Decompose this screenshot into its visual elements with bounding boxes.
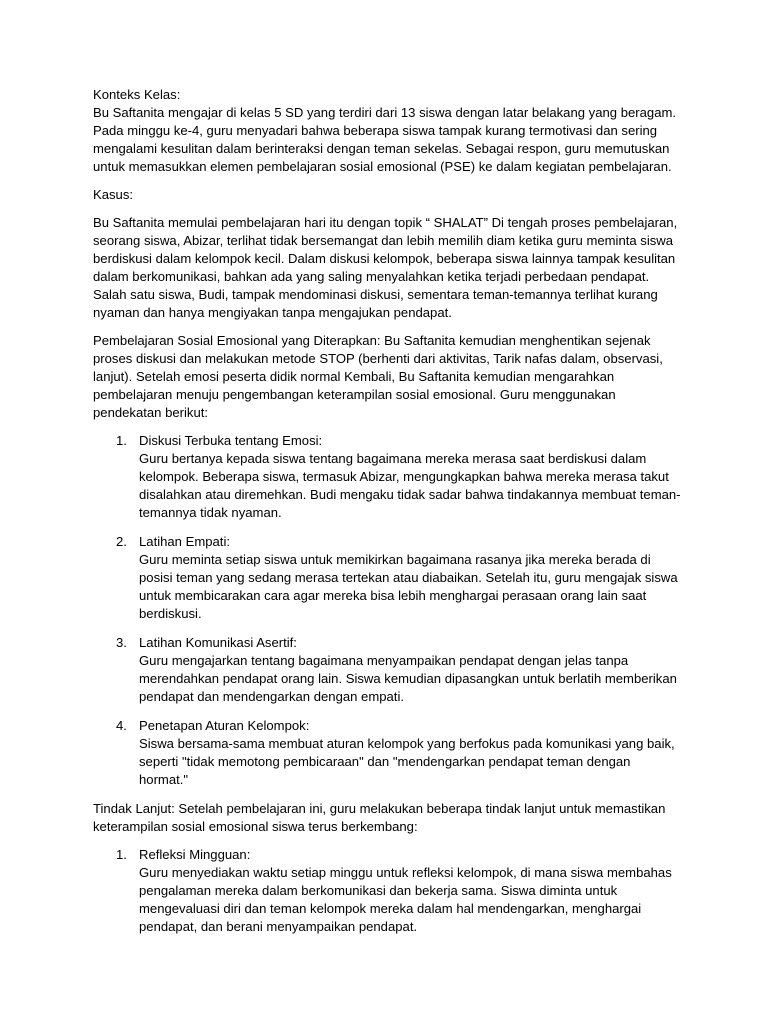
kasus-body: Bu Saftanita memulai pembelajaran hari itu dengan topik “ SHALAT” Di tengah proses pembelajaran, seorang siswa, Abizar, terlihat tidak bersemangat dan lebih memilih diam ketika guru meminta siswa berdiskusi dalam kelompok kecil. Dalam diskusi kelompok, beberapa siswa lainnya tampak kesulitan dalam berkomunikasi, bahkan ada yang saling menyalahkan ketika terjadi perbedaan pendapat. Salah satu siswa, Budi, tampak mendominasi diskusi, sementara teman-temannya terlihat kurang nyaman dan hanya mengiyakan tanpa mengajukan pendapat. bbox=[93, 215, 678, 320]
list-item-number: 3. bbox=[116, 635, 127, 650]
list-item bbox=[93, 846, 683, 936]
list-item-title: Diskusi Terbuka tentang Emosi: bbox=[139, 433, 323, 448]
list-item-title: Latihan Empati: bbox=[139, 534, 230, 549]
list-item bbox=[93, 634, 683, 706]
list-item-title: Latihan Komunikasi Asertif: bbox=[139, 635, 297, 650]
list-item-number: 1. bbox=[116, 433, 127, 448]
list-item bbox=[93, 533, 683, 623]
list-item-body: Siswa bersama-sama membuat aturan kelompok yang berfokus pada komunikasi yang baik, seperti "tidak memotong pembicaraan" dan "mendengarkan pendapat teman dengan hormat." bbox=[139, 736, 675, 787]
pse-list bbox=[93, 432, 683, 789]
list-item-body: Guru menyediakan waktu setiap minggu untuk refleksi kelompok, di mana siswa membahas pengalaman mereka dalam berkomunikasi dan bekerja sama. Siswa diminta untuk mengevaluasi diri dan teman kelompok mereka dalam hal mendengarkan, menghargai pendapat, dan berani menyampaikan pendapat. bbox=[139, 865, 672, 934]
tindak-lanjut-list bbox=[93, 846, 683, 936]
list-item-title: Penetapan Aturan Kelompok: bbox=[139, 718, 310, 733]
list-item-body: Guru meminta setiap siswa untuk memikirkan bagaimana rasanya jika mereka berada di posisi teman yang sedang merasa tertekan atau diabaikan. Setelah itu, guru mengajak siswa untuk membicarakan cara agar mereka bisa lebih menghargai perasaan orang lain saat berdiskusi. bbox=[139, 552, 678, 621]
document-page bbox=[93, 86, 683, 947]
konteks-heading: Konteks Kelas: bbox=[93, 87, 181, 102]
list-item bbox=[93, 717, 683, 789]
pse-intro: Pembelajaran Sosial Emosional yang Diterapkan: Bu Saftanita kemudian menghentikan sejenak proses diskusi dan melakukan metode STOP (berhenti dari aktivitas, Tarik nafas dalam, observasi, lanjut). Setelah emosi peserta didik normal Kembali, Bu Saftanita kemudian mengarahkan pembelajaran menuju pengembangan keterampilan sosial emosional. Guru menggunakan pendekatan berikut: bbox=[93, 333, 663, 420]
list-item-number: 2. bbox=[116, 534, 127, 549]
list-item-body: Guru bertanya kepada siswa tentang bagaimana mereka merasa saat berdiskusi dalam kelompok. Beberapa siswa, termasuk Abizar, mengungkapkan bahwa mereka merasa takut disalahkan atau diremehkan. Budi mengaku tidak sadar bahwa tindakannya membuat teman-temannya tidak nyaman. bbox=[139, 451, 681, 520]
kasus-heading: Kasus: bbox=[93, 187, 134, 202]
list-item-body: Guru mengajarkan tentang bagaimana menyampaikan pendapat dengan jelas tanpa merendahkan pendapat orang lain. Siswa kemudian dipasangkan untuk berlatih memberikan pendapat dan mendengarkan dengan empati. bbox=[139, 653, 677, 704]
list-item-number: 1. bbox=[116, 847, 127, 862]
list-item-number: 4. bbox=[116, 718, 127, 733]
list-item bbox=[93, 432, 683, 522]
konteks-section bbox=[93, 86, 683, 176]
konteks-body: Bu Saftanita mengajar di kelas 5 SD yang terdiri dari 13 siswa dengan latar belakang yang beragam. Pada minggu ke-4, guru menyadari bahwa beberapa siswa tampak kurang termotivasi dan sering mengalami kesulitan dalam berinteraksi dengan teman sekelas. Sebagai respon, guru memutuskan untuk memasukkan elemen pembelajaran sosial emosional (PSE) ke dalam kegiatan pembelajaran. bbox=[93, 105, 677, 174]
list-item-title: Refleksi Mingguan: bbox=[139, 847, 251, 862]
tindak-lanjut-intro: Tindak Lanjut: Setelah pembelajaran ini, guru melakukan beberapa tindak lanjut untuk memastikan keterampilan sosial emosional siswa terus berkembang: bbox=[93, 801, 666, 834]
